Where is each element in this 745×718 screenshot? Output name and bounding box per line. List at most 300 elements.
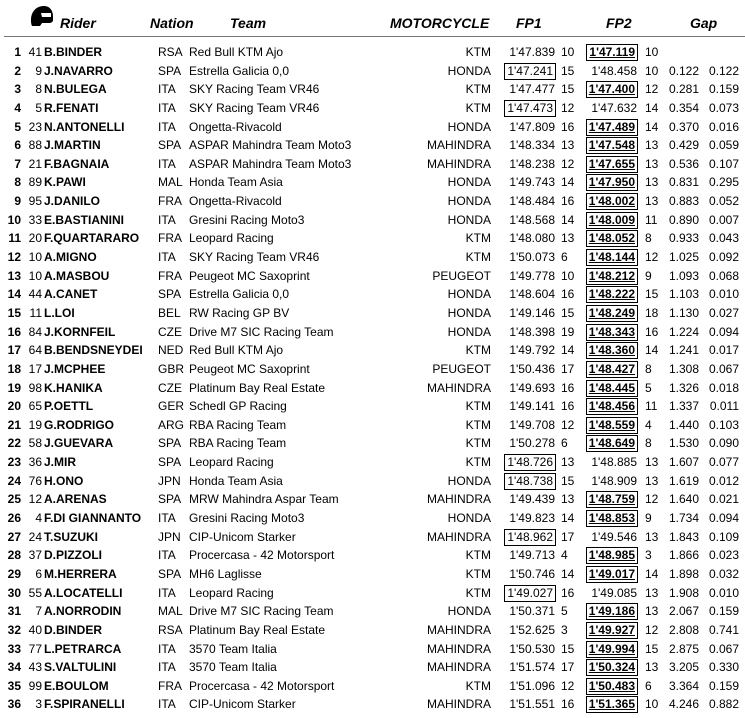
gap-to-first: 1.103 [668, 287, 699, 302]
motorcycle: KTM [465, 566, 491, 581]
gap-to-first: 1.326 [668, 380, 699, 395]
gap-to-first: 0.429 [668, 138, 699, 153]
rider-name: L.LOI [44, 305, 75, 320]
fp2-time: 1'48.649 [588, 436, 635, 451]
fp2-time: 1'49.186 [588, 604, 635, 619]
rider-name: A.LOCATELLI [44, 585, 123, 600]
fp2-time: 1'49.017 [588, 566, 635, 581]
fp1-laps: 5 [561, 604, 568, 619]
rider-number: 24 [28, 529, 42, 544]
team-name: MH6 Laglisse [189, 566, 262, 581]
rider-name: P.OETTL [44, 399, 94, 414]
motorcycle: HONDA [447, 511, 491, 526]
gap-to-first: 3.205 [668, 660, 699, 675]
fp1-laps: 16 [561, 380, 575, 395]
motorcycle: PEUGEOT [432, 268, 491, 283]
fp1-laps: 12 [561, 417, 575, 432]
table-row [0, 379, 745, 398]
rider-name: R.FENATI [44, 100, 99, 115]
gap-to-first: 1.241 [668, 343, 699, 358]
fp2-laps: 12 [645, 82, 659, 97]
team-name: Leopard Racing [189, 585, 274, 600]
gap-to-first: 1.640 [668, 492, 699, 507]
fp2-laps: 13 [645, 138, 659, 153]
rider-name: K.HANIKA [44, 380, 103, 395]
fp1-laps: 13 [561, 138, 575, 153]
nation-code: RSA [158, 45, 183, 59]
position: 25 [7, 492, 21, 507]
motorcycle: HONDA [447, 604, 491, 619]
fp1-laps: 6 [561, 250, 568, 265]
position: 33 [7, 641, 21, 656]
rider-number: 88 [28, 138, 42, 153]
gap-to-first: 0.831 [668, 175, 699, 190]
gap-to-previous: 0.011 [709, 399, 739, 414]
fp2-time: 1'48.222 [588, 287, 635, 302]
rider-name: A.CANET [44, 287, 98, 302]
position: 2 [14, 63, 21, 78]
gap-to-previous: 0.023 [708, 548, 739, 563]
position: 32 [7, 622, 21, 637]
team-name: ASPAR Mahindra Team Moto3 [189, 156, 352, 171]
fp2-laps: 12 [645, 250, 659, 265]
fp1-laps: 16 [561, 585, 575, 600]
rider-number: 11 [29, 305, 42, 320]
gap-to-first: 0.281 [668, 82, 699, 97]
rider-name: F.SPIRANELLI [44, 697, 125, 712]
motorcycle: HONDA [447, 287, 491, 302]
gap-to-first: 0.122 [668, 63, 699, 78]
gap-to-previous: 0.059 [708, 138, 739, 153]
table-row [0, 229, 745, 248]
table-row [0, 509, 745, 528]
nation-code: SPA [158, 566, 182, 581]
gap-to-previous: 0.330 [708, 660, 739, 675]
motorcycle: MAHINDRA [426, 697, 491, 712]
gap-to-previous: 0.103 [708, 417, 739, 432]
position: 14 [7, 287, 21, 302]
rider-name: J.GUEVARA [44, 436, 114, 451]
fp2-laps: 10 [645, 697, 659, 712]
fp2-laps: 14 [645, 566, 659, 581]
motorcycle: KTM [465, 585, 491, 600]
rider-name: F.BAGNAIA [44, 156, 110, 171]
motorcycle: KTM [465, 678, 491, 693]
nation-code: BEL [158, 305, 181, 320]
position: 17 [7, 343, 21, 358]
fp1-time: 1'49.146 [509, 305, 555, 320]
fp1-time: 1'49.713 [509, 548, 555, 563]
fp2-time: 1'48.144 [588, 250, 635, 265]
fp1-time: 1'47.809 [509, 119, 555, 134]
motorcycle: HONDA [447, 175, 491, 190]
fp2-laps: 5 [645, 380, 652, 395]
rider-number: 7 [35, 604, 42, 619]
table-row [0, 490, 745, 509]
table-row [0, 118, 745, 137]
fp2-laps: 13 [645, 585, 659, 600]
fp2-laps: 11 [645, 399, 658, 414]
gap-to-first: 1.337 [668, 399, 699, 414]
team-name: Gresini Racing Moto3 [189, 212, 305, 227]
fp1-time: 1'47.241 [507, 63, 553, 78]
gap-to-previous: 0.090 [708, 436, 739, 451]
fp1-laps: 12 [561, 100, 575, 115]
fp1-time: 1'49.823 [509, 511, 555, 526]
fp1-time: 1'47.477 [509, 82, 555, 97]
gap-to-previous: 0.067 [708, 361, 739, 376]
fp1-laps: 19 [561, 324, 575, 339]
rider-number: 8 [35, 82, 42, 97]
fp2-time: 1'48.456 [588, 399, 635, 414]
team-name: SKY Racing Team VR46 [189, 250, 320, 265]
rider-name: S.VALTULINI [44, 660, 117, 675]
table-row [0, 248, 745, 267]
motorcycle: KTM [465, 436, 491, 451]
position: 30 [7, 585, 21, 600]
rider-number: 76 [28, 473, 42, 488]
position: 21 [7, 417, 21, 432]
table-row [0, 211, 745, 230]
team-name: SKY Racing Team VR46 [189, 100, 320, 115]
nation-code: SPA [158, 455, 182, 470]
fp1-time: 1'48.738 [507, 473, 553, 488]
fp1-laps: 13 [561, 455, 575, 470]
fp2-time: 1'47.950 [588, 175, 635, 190]
gap-to-first: 0.890 [668, 212, 699, 227]
rider-number: 12 [28, 492, 42, 507]
fp2-time: 1'49.994 [588, 641, 635, 656]
fp2-laps: 9 [645, 511, 652, 526]
nation-code: ITA [158, 511, 176, 526]
rider-number: 9 [35, 63, 42, 78]
fp1-laps: 16 [561, 399, 575, 414]
fp2-time: 1'47.119 [589, 45, 635, 59]
rider-name: A.MASBOU [44, 268, 110, 283]
gap-to-previous: 0.016 [708, 119, 739, 134]
fp1-laps: 15 [561, 82, 575, 97]
table-row [0, 602, 745, 621]
gap-to-previous: 0.109 [708, 529, 739, 544]
gap-to-previous: 0.043 [708, 231, 739, 246]
fp2-laps: 13 [645, 194, 659, 209]
table-row [0, 695, 745, 714]
nation-code: JPN [158, 473, 181, 488]
motorcycle: MAHINDRA [426, 529, 491, 544]
table-row [0, 472, 745, 491]
motorcycle: KTM [465, 455, 491, 470]
gap-to-previous: 0.094 [708, 324, 739, 339]
motorcycle: KTM [465, 100, 491, 115]
fp1-laps: 12 [561, 678, 575, 693]
table-row [0, 640, 745, 659]
motorcycle: MAHINDRA [426, 660, 491, 675]
table-row [0, 285, 745, 304]
team-name: ASPAR Mahindra Team Moto3 [189, 138, 352, 153]
fp1-time: 1'50.746 [509, 566, 555, 581]
fp2-time: 1'49.927 [588, 622, 635, 637]
fp2-laps: 13 [645, 156, 659, 171]
rider-number: 4 [35, 511, 42, 526]
rider-name: J.MIR [44, 455, 77, 470]
rider-name: E.BOULOM [44, 678, 109, 693]
gap-to-previous: 0.094 [708, 511, 739, 526]
fp1-laps: 15 [561, 305, 575, 320]
motorcycle: MAHINDRA [426, 622, 491, 637]
fp1-time: 1'49.708 [509, 417, 555, 432]
fp1-laps: 17 [561, 361, 575, 376]
rider-name: K.PAWI [44, 175, 86, 190]
motorcycle: MAHINDRA [426, 380, 491, 395]
rider-number: 10 [28, 250, 42, 265]
rider-name: A.MIGNO [44, 250, 97, 265]
rider-name: J.MARTIN [44, 138, 101, 153]
team-name: Estrella Galicia 0,0 [189, 63, 290, 78]
gap-to-first: 1.025 [668, 250, 699, 265]
nation-code: NED [158, 343, 184, 358]
fp2-time: 1'48.759 [588, 492, 635, 507]
fp2-laps: 12 [645, 622, 659, 637]
gap-to-first: 0.933 [668, 231, 699, 246]
gap-to-first: 1.908 [668, 585, 699, 600]
fp1-time: 1'50.073 [509, 250, 555, 265]
gap-to-first: 2.067 [668, 604, 699, 619]
rider-name: M.HERRERA [44, 566, 117, 581]
fp2-time: 1'51.365 [588, 697, 635, 712]
motorcycle: PEUGEOT [432, 361, 491, 376]
fp1-time: 1'48.238 [509, 156, 555, 171]
gap-to-previous: 0.741 [708, 622, 739, 637]
nation-code: ITA [158, 156, 176, 171]
table-row [0, 136, 745, 155]
team-name: Leopard Racing [189, 231, 274, 246]
fp1-time: 1'49.743 [509, 175, 555, 190]
rider-number: 6 [35, 566, 42, 581]
motorcycle: MAHINDRA [426, 492, 491, 507]
fp2-time: 1'48.343 [588, 324, 635, 339]
gap-to-previous: 0.295 [708, 175, 739, 190]
nation-code: ITA [158, 548, 176, 563]
team-name: Estrella Galicia 0,0 [189, 287, 290, 302]
team-name: Peugeot MC Saxoprint [189, 361, 310, 376]
rider-name: N.BULEGA [44, 82, 107, 97]
table-row [0, 155, 745, 174]
fp1-time: 1'50.371 [509, 604, 555, 619]
fp1-laps: 16 [561, 287, 575, 302]
team-name: Ongetta-Rivacold [189, 194, 282, 209]
fp1-laps: 6 [561, 436, 568, 451]
rider-number: 98 [28, 380, 42, 395]
nation-code: SPA [158, 63, 182, 78]
team-name: SKY Racing Team VR46 [189, 82, 320, 97]
rider-number: 33 [28, 212, 42, 227]
team-name: RBA Racing Team [189, 436, 287, 451]
gap-to-previous: 0.159 [708, 604, 739, 619]
rider-number: 64 [28, 343, 42, 358]
fp2-laps: 14 [645, 119, 659, 134]
position: 19 [7, 380, 21, 395]
fp1-laps: 3 [561, 622, 568, 637]
team-name: Red Bull KTM Ajo [189, 45, 284, 59]
table-row [0, 453, 745, 472]
team-name: Drive M7 SIC Racing Team [189, 324, 334, 339]
gap-to-previous: 0.052 [708, 194, 739, 209]
team-name: Schedl GP Racing [189, 399, 287, 414]
fp1-laps: 15 [561, 641, 575, 656]
fp2-laps: 4 [645, 417, 652, 432]
gap-to-previous: 0.017 [708, 343, 739, 358]
fp1-laps: 14 [561, 343, 575, 358]
gap-to-first: 1.607 [668, 455, 699, 470]
fp1-laps: 16 [561, 119, 575, 134]
fp1-laps: 14 [561, 566, 575, 581]
gap-to-first: 1.619 [668, 473, 699, 488]
gap-to-first: 1.093 [668, 268, 699, 283]
fp1-time: 1'52.625 [509, 622, 555, 637]
fp2-time: 1'48.885 [591, 455, 637, 470]
results-table [0, 43, 745, 714]
team-name: CIP-Unicom Starker [189, 529, 296, 544]
gap-to-first: 4.246 [668, 697, 699, 712]
rider-name: G.RODRIGO [44, 417, 115, 432]
gap-to-first: 0.354 [668, 100, 699, 115]
motorcycle: HONDA [447, 119, 491, 134]
motorcycle: KTM [465, 399, 491, 414]
fp1-time: 1'48.604 [509, 287, 555, 302]
fp2-time: 1'48.559 [588, 417, 635, 432]
position: 13 [7, 268, 21, 283]
motorcycle: KTM [465, 548, 491, 563]
gap-to-previous: 0.021 [708, 492, 739, 507]
fp1-laps: 12 [561, 156, 575, 171]
gap-to-first: 3.364 [668, 678, 699, 693]
position: 7 [14, 156, 21, 171]
fp2-time: 1'48.002 [588, 194, 635, 209]
nation-code: GER [158, 399, 185, 414]
fp2-time: 1'48.360 [588, 343, 635, 358]
position: 8 [14, 175, 21, 190]
fp2-time: 1'47.632 [591, 100, 637, 115]
gap-to-previous: 0.092 [708, 250, 739, 265]
nation-code: FRA [158, 268, 182, 283]
fp2-laps: 8 [645, 436, 652, 451]
team-name: Red Bull KTM Ajo [189, 343, 284, 358]
gap-to-first: 0.370 [668, 119, 699, 134]
team-name: 3570 Team Italia [189, 660, 277, 675]
rider-number: 99 [28, 678, 42, 693]
gap-to-first: 2.875 [668, 641, 699, 656]
rider-name: J.MCPHEE [44, 361, 106, 376]
nation-code: ITA [158, 100, 176, 115]
nation-code: ITA [158, 585, 176, 600]
gap-to-previous: 0.882 [708, 697, 739, 712]
rider-name: J.KORNFEIL [44, 324, 116, 339]
rider-number: 5 [35, 100, 42, 115]
fp2-laps: 11 [645, 212, 658, 227]
fp1-time: 1'51.096 [509, 678, 555, 693]
rider-name: D.BINDER [44, 622, 103, 637]
motorcycle: KTM [465, 82, 491, 97]
table-row [0, 43, 745, 62]
fp1-laps: 15 [561, 473, 575, 488]
fp2-laps: 14 [645, 100, 659, 115]
fp1-time: 1'49.027 [507, 585, 553, 600]
fp2-time: 1'48.009 [588, 212, 635, 227]
fp1-time: 1'49.693 [509, 380, 555, 395]
rider-number: 55 [28, 585, 42, 600]
fp1-time: 1'49.792 [509, 343, 555, 358]
position: 18 [7, 361, 21, 376]
position: 12 [7, 250, 21, 265]
fp1-laps: 16 [561, 194, 575, 209]
motorcycle: HONDA [447, 324, 491, 339]
position: 16 [7, 324, 21, 339]
rider-number: 43 [28, 660, 42, 675]
rider-name: A.NORRODIN [44, 604, 122, 619]
team-name: Peugeot MC Saxoprint [189, 268, 310, 283]
fp1-laps: 10 [561, 268, 575, 283]
rider-name: H.ONO [44, 473, 84, 488]
position: 22 [7, 436, 21, 451]
rider-number: 36 [28, 455, 42, 470]
rider-number: 23 [28, 119, 42, 134]
team-name: 3570 Team Italia [189, 641, 277, 656]
table-row [0, 173, 745, 192]
position: 36 [7, 697, 21, 712]
nation-code: ITA [158, 82, 176, 97]
nation-code: ITA [158, 212, 176, 227]
fp2-laps: 13 [645, 604, 659, 619]
rider-name: J.NAVARRO [44, 63, 113, 78]
gap-to-previous: 0.068 [708, 268, 739, 283]
fp1-laps: 14 [561, 511, 575, 526]
fp2-time: 1'48.052 [588, 231, 635, 246]
fp1-laps: 4 [561, 548, 568, 563]
team-name: Platinum Bay Real Estate [189, 622, 326, 637]
fp1-time: 1'48.080 [509, 231, 555, 246]
team-name: Honda Team Asia [189, 175, 283, 190]
motorcycle: KTM [465, 343, 491, 358]
gap-to-previous: 0.007 [708, 212, 739, 227]
fp2-laps: 18 [645, 305, 659, 320]
motorcycle: MAHINDRA [426, 641, 491, 656]
position: 5 [14, 119, 21, 134]
nation-code: FRA [158, 231, 182, 246]
fp1-laps: 10 [561, 45, 575, 59]
nation-code: GBR [158, 361, 185, 376]
gap-to-first: 1.843 [668, 529, 699, 544]
position: 28 [7, 548, 21, 563]
position: 29 [7, 566, 21, 581]
fp1-time: 1'50.530 [509, 641, 555, 656]
team-name: CIP-Unicom Starker [189, 697, 296, 712]
nation-code: ITA [158, 660, 176, 675]
gap-to-previous: 0.010 [708, 585, 739, 600]
fp1-time: 1'49.141 [509, 399, 555, 414]
nation-code: ITA [158, 641, 176, 656]
fp2-laps: 13 [645, 175, 659, 190]
motorcycle: HONDA [447, 305, 491, 320]
rider-number: 20 [28, 231, 42, 246]
fp1-laps: 17 [561, 529, 575, 544]
rider-number: 19 [28, 417, 42, 432]
nation-code: SPA [158, 138, 182, 153]
fp2-time: 1'47.655 [588, 156, 635, 171]
header-rider: Rider [60, 15, 96, 31]
gap-to-first: 0.883 [668, 194, 699, 209]
fp2-time: 1'48.427 [588, 361, 635, 376]
fp1-laps: 14 [561, 212, 575, 227]
